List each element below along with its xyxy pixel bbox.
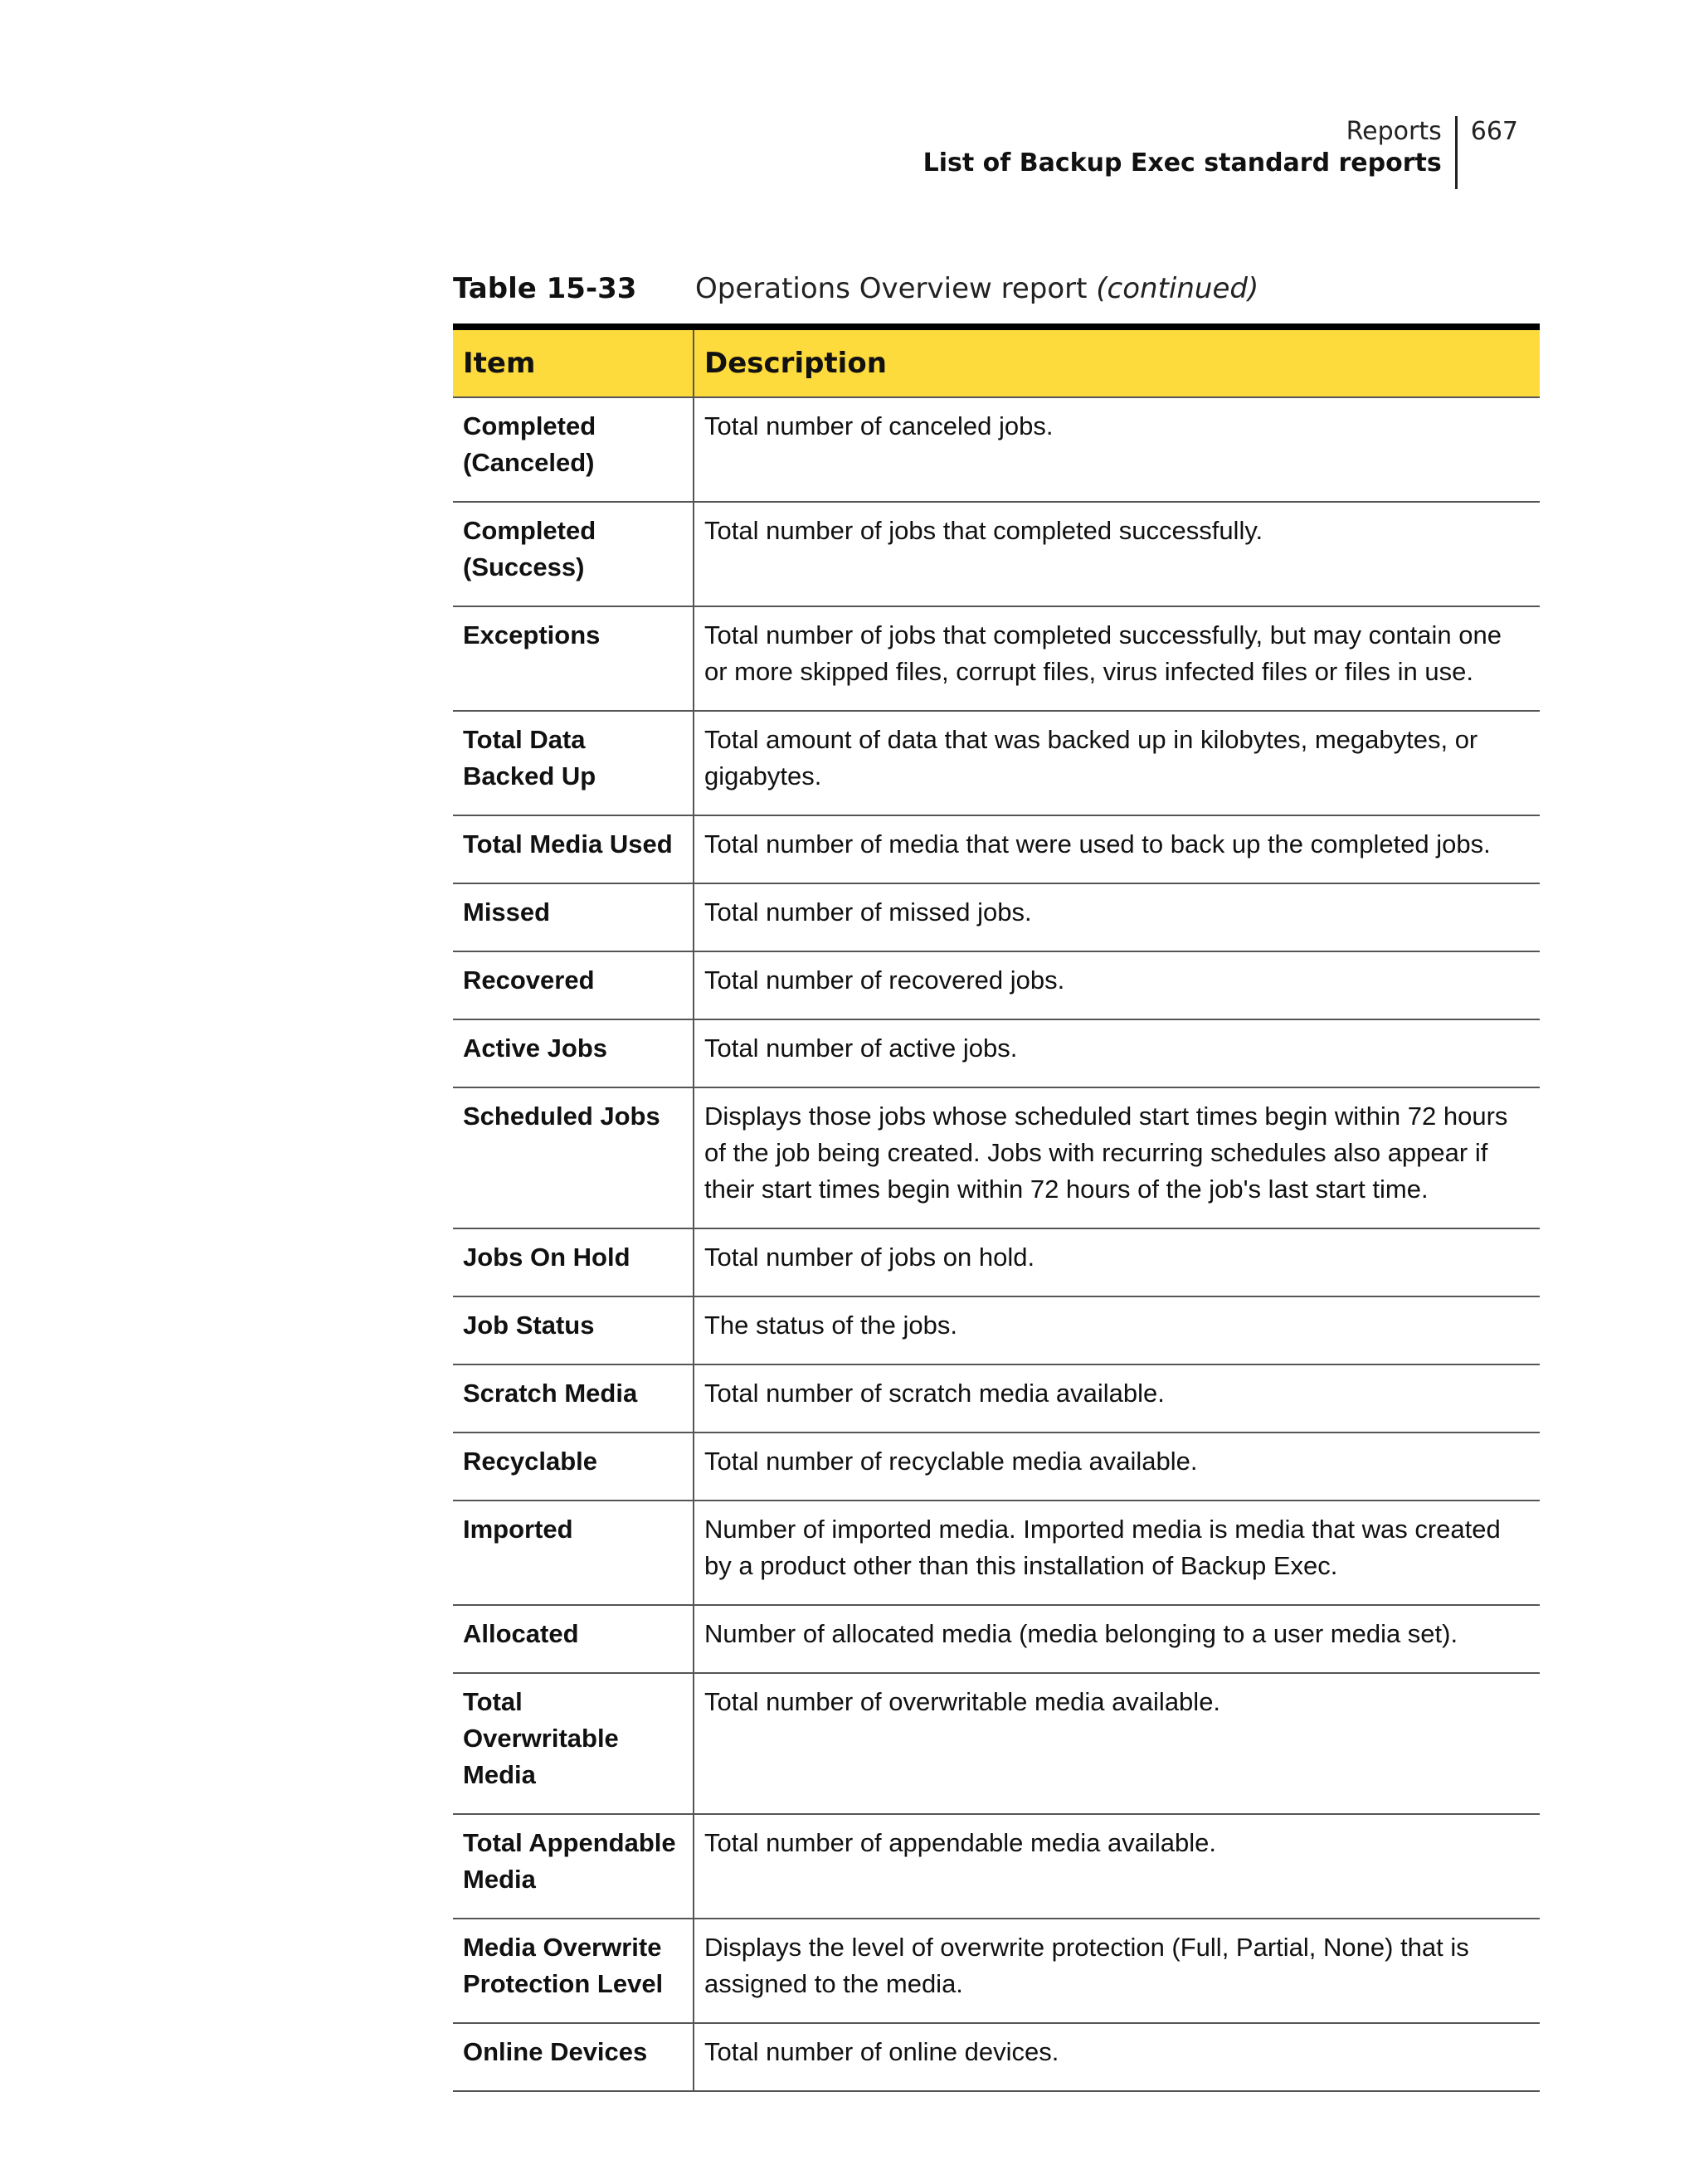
row-description: Total number of appendable media available.: [694, 1814, 1540, 1919]
running-header-text: [923, 116, 1458, 189]
table-row: [453, 1605, 1540, 1673]
chapter-title: List of Backup Exec standard reports: [923, 148, 1442, 178]
row-item: Allocated: [453, 1605, 694, 1673]
table-row: [453, 2023, 1540, 2091]
row-item: Scratch Media: [453, 1364, 694, 1432]
row-description: Total number of jobs on hold.: [694, 1228, 1540, 1296]
table-row: [453, 1501, 1540, 1605]
row-description: The status of the jobs.: [694, 1296, 1540, 1364]
section-title: Reports: [1346, 117, 1442, 146]
table-row: [453, 1087, 1540, 1228]
row-description: Total number of recyclable media available.: [694, 1432, 1540, 1501]
row-description: Total number of canceled jobs.: [694, 397, 1540, 502]
column-header-item: Item: [453, 327, 694, 397]
operations-overview-table: [453, 323, 1540, 2092]
row-description: Number of imported media. Imported media is media that was created by a product other than this installation of Backup Exec.: [694, 1501, 1540, 1605]
row-description: Total number of scratch media available.: [694, 1364, 1540, 1432]
row-description: Total number of jobs that completed successfully.: [694, 502, 1540, 606]
row-item: Media Overwrite Protection Level: [453, 1919, 694, 2023]
row-item: Total Media Used: [453, 815, 694, 883]
row-description: Total number of recovered jobs.: [694, 951, 1540, 1019]
row-item: Completed (Success): [453, 502, 694, 606]
row-item: Online Devices: [453, 2023, 694, 2091]
table-row: [453, 1019, 1540, 1087]
row-description: Number of allocated media (media belonging to a user media set).: [694, 1605, 1540, 1673]
table-continued-label: (continued): [1096, 272, 1259, 305]
row-description: Total number of missed jobs.: [694, 883, 1540, 951]
row-item: Total Appendable Media: [453, 1814, 694, 1919]
table-title-text: Operations Overview report: [695, 272, 1088, 305]
table-title: [695, 270, 1258, 307]
row-description: Displays the level of overwrite protection (Full, Partial, None) that is assigned to the media.: [694, 1919, 1540, 2023]
page-number: 667: [1470, 117, 1518, 146]
row-description: Displays those jobs whose scheduled start times begin within 72 hours of the job being created. Jobs with recurring schedules also appear if their start times begin within 72 hours of the job's last start time.: [694, 1087, 1540, 1228]
table-row: [453, 1228, 1540, 1296]
table-row: [453, 1296, 1540, 1364]
row-description: Total number of active jobs.: [694, 1019, 1540, 1087]
table-number: Table 15-33: [453, 272, 637, 305]
row-item: Completed (Canceled): [453, 397, 694, 502]
table-row: [453, 711, 1540, 815]
table-row: [453, 951, 1540, 1019]
row-item: Job Status: [453, 1296, 694, 1364]
table-header-row: [453, 327, 1540, 397]
row-item: Missed: [453, 883, 694, 951]
row-description: Total number of jobs that completed successfully, but may contain one or more skipped files, corrupt files, virus infected files or files in use.: [694, 606, 1540, 711]
running-header: [923, 116, 1518, 189]
row-item: Exceptions: [453, 606, 694, 711]
row-description: Total amount of data that was backed up in kilobytes, megabytes, or gigabytes.: [694, 711, 1540, 815]
row-description: Total number of overwritable media available.: [694, 1673, 1540, 1814]
row-item: Jobs On Hold: [453, 1228, 694, 1296]
table-row: [453, 606, 1540, 711]
table-row: [453, 1364, 1540, 1432]
table-row: [453, 397, 1540, 502]
table-row: [453, 883, 1540, 951]
column-header-description: Description: [694, 327, 1540, 397]
row-item: Imported: [453, 1501, 694, 1605]
table-row: [453, 1673, 1540, 1814]
table-row: [453, 815, 1540, 883]
table-row: [453, 1919, 1540, 2023]
row-item: Recovered: [453, 951, 694, 1019]
row-description: Total number of media that were used to back up the completed jobs.: [694, 815, 1540, 883]
table-row: [453, 1432, 1540, 1501]
row-item: Recyclable: [453, 1432, 694, 1501]
table-caption: [453, 270, 1540, 307]
table-row: [453, 502, 1540, 606]
row-item: Active Jobs: [453, 1019, 694, 1087]
row-description: Total number of online devices.: [694, 2023, 1540, 2091]
row-item: Scheduled Jobs: [453, 1087, 694, 1228]
row-item: Total Overwritable Media: [453, 1673, 694, 1814]
row-item: Total Data Backed Up: [453, 711, 694, 815]
table-row: [453, 1814, 1540, 1919]
